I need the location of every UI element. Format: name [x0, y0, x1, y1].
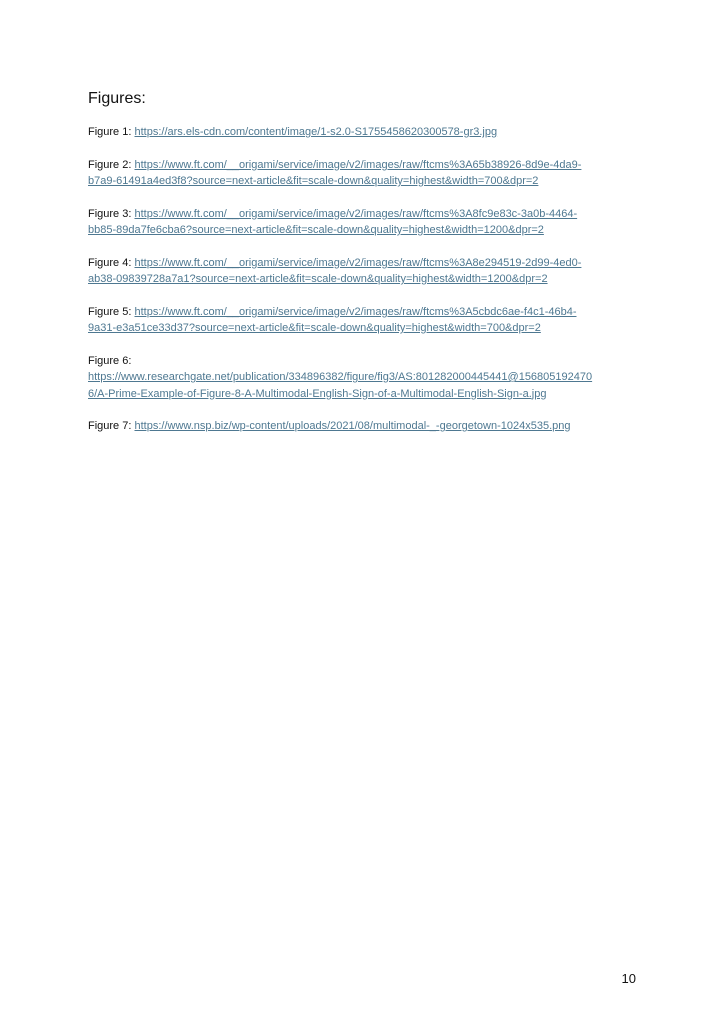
figure-label: Figure 2:: [88, 158, 132, 171]
figure-link[interactable]: [88, 257, 581, 286]
figure-link-line: 6/A-Prime-Example-of-Figure-8-A-Multimodal-English-Sign-of-a-Multimodal-English-Sign-a.jpg: [88, 387, 547, 400]
figure-reference-5: [88, 304, 648, 337]
figures-heading: Figures:: [88, 90, 146, 107]
figure-label: Figure 5:: [88, 305, 132, 318]
figure-link[interactable]: [88, 371, 592, 400]
figure-link[interactable]: [134, 126, 497, 138]
figure-link-line: 9a31-e3a51ce33d37?source=next-article&fit=scale-down&quality=highest&width=700&dpr=2: [88, 322, 541, 334]
figure-label: Figure 3:: [88, 207, 132, 220]
figure-link-line: https://ars.els-cdn.com/content/image/1-s2.0-S1755458620300578-gr3.jpg: [134, 126, 498, 138]
figure-label: Figure 6:: [88, 354, 132, 367]
figure-reference-1: [88, 124, 648, 141]
figure-reference-7: [88, 418, 648, 435]
figure-link-line: bb85-89da7fe6cba6?source=next-article&fit=scale-down&quality=highest&width=1200&dpr=2: [88, 224, 544, 236]
figure-link[interactable]: [88, 208, 577, 237]
figure-reference-4: [88, 255, 648, 288]
figure-link-line: b7a9-61491a4ed3f8?source=next-article&fit=scale-down&quality=highest&width=700&dpr=2: [88, 175, 539, 187]
figure-link-line: https://www.researchgate.net/publication/334896382/figure/fig3/AS:801282000445441@156805192470: [88, 371, 593, 383]
figure-link-line: ab38-09839728a7a1?source=next-article&fit=scale-down&quality=highest&width=1200&dpr=2: [88, 273, 548, 285]
figure-link-line: https://www.ft.com/__origami/service/image/v2/images/raw/ftcms%3A8e294519-2d99-4ed0-: [134, 256, 582, 269]
figure-reference-6: [88, 353, 648, 403]
page-number: 10: [621, 971, 636, 986]
figure-link[interactable]: [88, 306, 577, 335]
figure-link[interactable]: [134, 420, 570, 432]
figure-reference-3: [88, 206, 648, 239]
figure-reference-list: [88, 124, 648, 451]
figure-link-line: https://www.ft.com/__origami/service/image/v2/images/raw/ftcms%3A65b38926-8d9e-4da9-: [134, 158, 582, 171]
figure-reference-2: [88, 157, 648, 190]
figure-link-line: https://www.ft.com/__origami/service/image/v2/images/raw/ftcms%3A5cbdc6ae-f4c1-46b4-: [134, 305, 577, 318]
figure-link-line: https://www.nsp.biz/wp-content/uploads/2021/08/multimodal-_-georgetown-1024x535.png: [134, 420, 571, 432]
figure-link[interactable]: [88, 159, 581, 188]
figure-label: Figure 7:: [88, 420, 132, 432]
figure-link-line: https://www.ft.com/__origami/service/image/v2/images/raw/ftcms%3A8fc9e83c-3a0b-4464-: [134, 207, 578, 220]
figure-label: Figure 4:: [88, 256, 132, 269]
figure-label: Figure 1:: [88, 126, 132, 138]
